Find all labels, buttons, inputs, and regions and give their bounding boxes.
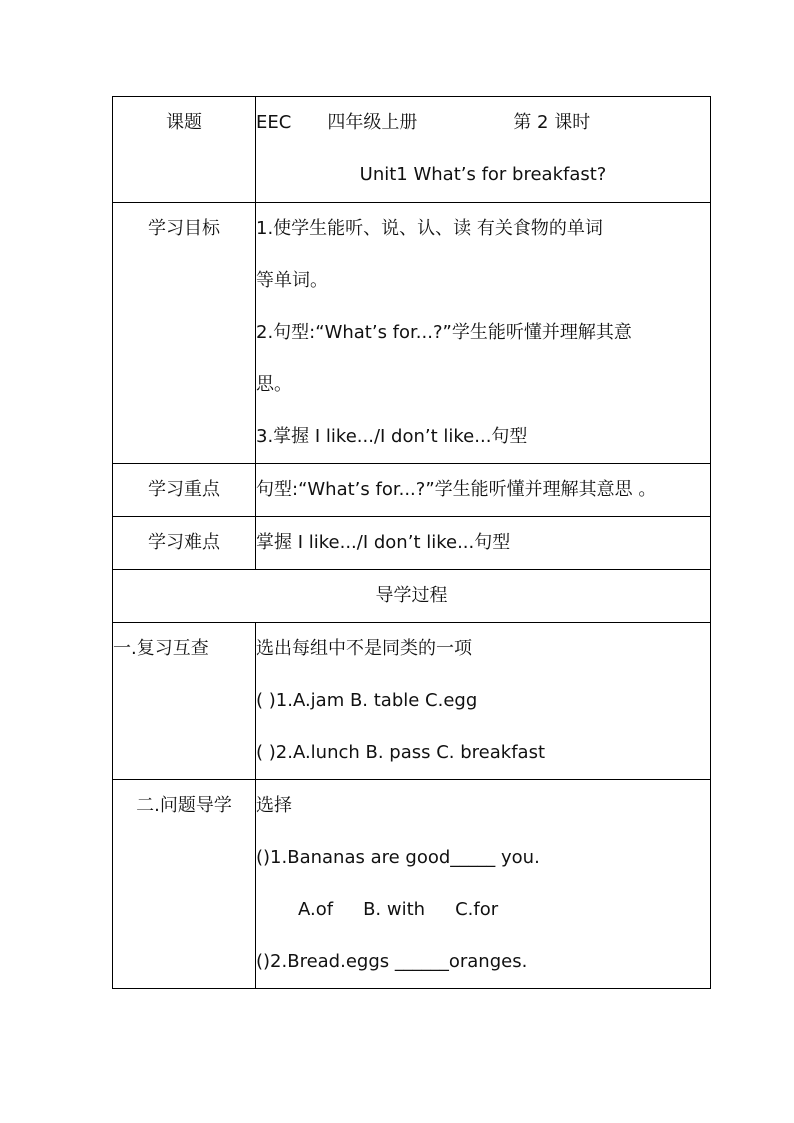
question-2: ()2.Bread.eggs ______oranges. bbox=[256, 951, 528, 972]
difficulties-text: 掌握 I like.../I don’t like...句型 bbox=[256, 532, 511, 553]
key-points-text: 句型:“What’s for...?”学生能听懂并理解其意思 。 bbox=[256, 479, 657, 500]
process-title: 导学过程 bbox=[375, 585, 448, 606]
goals-row bbox=[113, 203, 711, 464]
review-line: 选出每组中不是同类的一项 bbox=[256, 638, 472, 659]
difficulties-label: 学习难点 bbox=[148, 532, 220, 553]
review-label: 一.复习互查 bbox=[113, 638, 209, 659]
header-label-cell bbox=[113, 97, 256, 203]
goal-line: 1.使学生能听、说、认、读 有关食物的单词 bbox=[256, 218, 603, 239]
publisher-text: EEC bbox=[256, 112, 292, 133]
questions-content-cell bbox=[256, 780, 711, 989]
goals-content-cell bbox=[256, 203, 711, 464]
key-points-row bbox=[113, 464, 711, 517]
option-a: A.of bbox=[298, 899, 334, 920]
goals-label-cell bbox=[113, 203, 256, 464]
goal-line: 等单词。 bbox=[256, 270, 328, 291]
review-label-cell bbox=[113, 623, 256, 780]
questions-heading: 选择 bbox=[256, 795, 292, 816]
key-points-label-cell bbox=[113, 464, 256, 517]
grade-text: 四年级上册 bbox=[327, 112, 418, 133]
header-row bbox=[113, 97, 711, 203]
difficulties-label-cell bbox=[113, 517, 256, 570]
header-label: 课题 bbox=[166, 112, 202, 133]
review-row bbox=[113, 623, 711, 780]
lesson-plan-table bbox=[112, 96, 711, 989]
process-row bbox=[113, 570, 711, 623]
unit-title: Unit1 What’s for breakfast? bbox=[359, 164, 607, 185]
difficulties-content-cell bbox=[256, 517, 711, 570]
option-b: B. with bbox=[363, 899, 426, 920]
review-line: ( )2.A.lunch B. pass C. breakfast bbox=[256, 742, 546, 763]
questions-label-cell bbox=[113, 780, 256, 989]
header-content-cell bbox=[256, 97, 711, 203]
option-c: C.for bbox=[455, 899, 499, 920]
questions-label: 二.问题导学 bbox=[136, 795, 232, 816]
key-points-content-cell bbox=[256, 464, 711, 517]
goal-line: 2.句型:“What’s for...?”学生能听懂并理解其意 bbox=[256, 322, 632, 343]
process-title-cell bbox=[113, 570, 711, 623]
difficulties-row bbox=[113, 517, 711, 570]
goals-label: 学习目标 bbox=[148, 218, 220, 239]
goal-line: 思。 bbox=[256, 374, 292, 395]
goal-line: 3.掌握 I like.../I don’t like...句型 bbox=[256, 426, 528, 447]
review-line: ( )1.A.jam B. table C.egg bbox=[256, 690, 478, 711]
question-1-options bbox=[256, 884, 710, 936]
question-1: ()1.Bananas are good_____ you. bbox=[256, 847, 540, 868]
questions-row bbox=[113, 780, 711, 989]
lesson-number-text: 第 2 课时 bbox=[513, 112, 591, 133]
key-points-label: 学习重点 bbox=[148, 479, 220, 500]
review-content-cell bbox=[256, 623, 711, 780]
